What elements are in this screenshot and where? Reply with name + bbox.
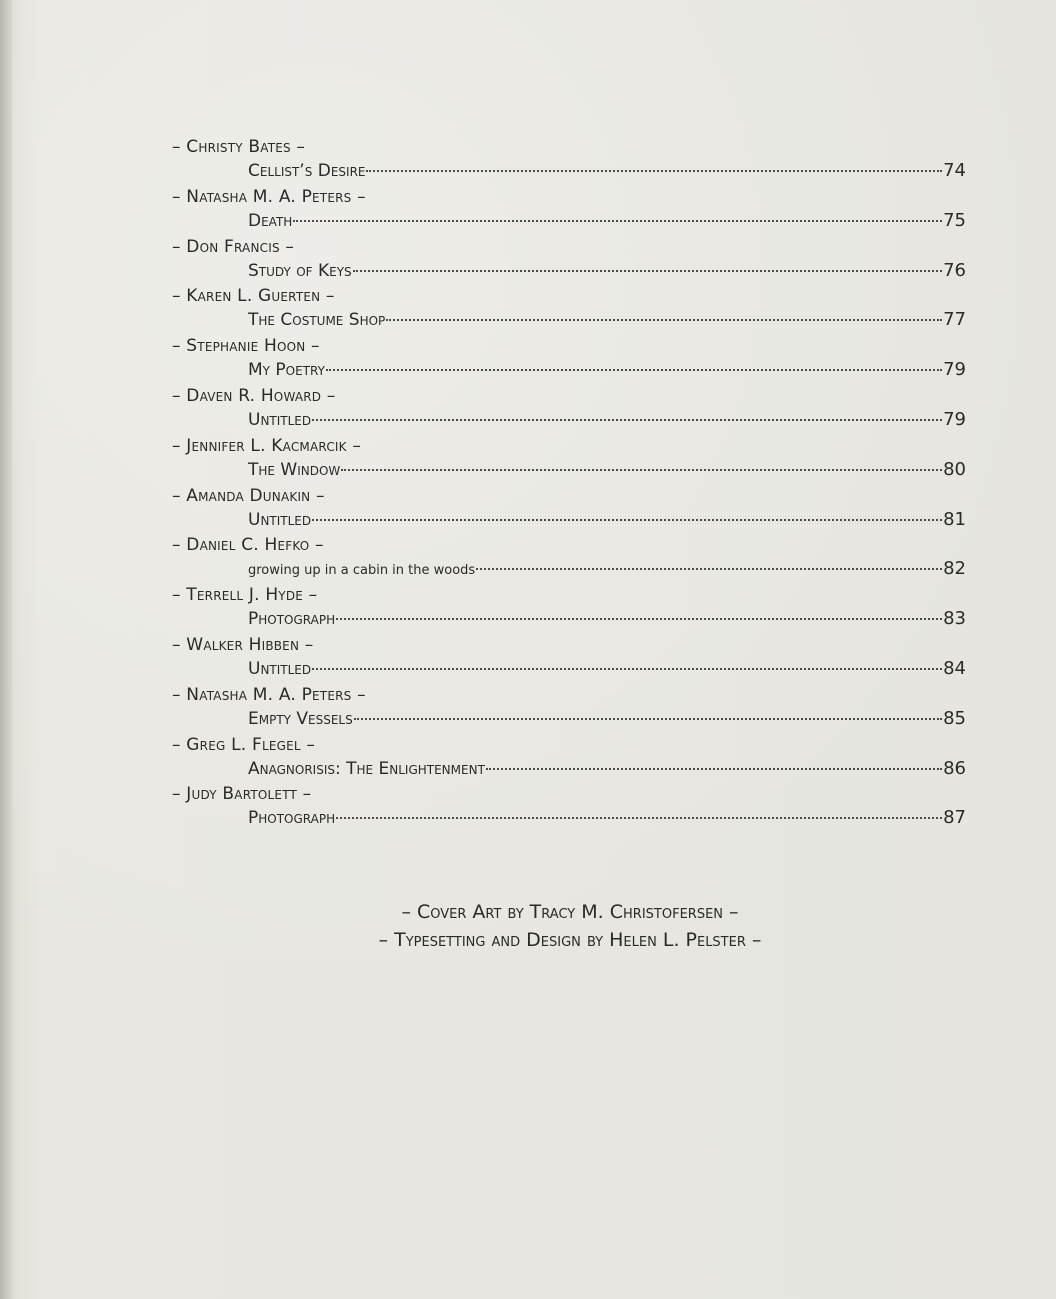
toc-work-line — [248, 558, 966, 579]
toc-entry — [172, 583, 966, 633]
toc-entry — [172, 185, 966, 235]
toc-entry — [172, 484, 966, 534]
dot-leader — [486, 768, 942, 770]
dot-leader — [312, 668, 942, 670]
toc-title: The Costume Shop — [248, 310, 386, 331]
toc-page-number: 75 — [943, 209, 966, 231]
toc-work-line — [248, 509, 966, 530]
toc-entry — [172, 533, 966, 583]
cover-art-credit: – Cover Art by Tracy M. Christofersen – — [401, 901, 739, 923]
toc-page-number: 74 — [943, 160, 966, 181]
toc-entry — [172, 135, 966, 185]
toc-page-number: 85 — [943, 707, 966, 729]
toc-title: Untitled — [248, 409, 312, 430]
toc-entry — [172, 334, 966, 384]
toc-page-number: 80 — [943, 458, 966, 480]
dot-leader — [312, 419, 942, 421]
credits — [0, 898, 1056, 954]
toc-title: Cellist’s Desire — [248, 161, 366, 181]
dot-leader — [293, 220, 942, 222]
dot-leader — [353, 270, 942, 272]
toc-author: – Terrell J. Hyde – — [172, 585, 318, 606]
toc-work-line — [248, 608, 966, 629]
toc-entry — [172, 633, 966, 683]
dot-leader — [336, 618, 942, 620]
toc-author: – Jennifer L. Kacmarcik – — [172, 435, 362, 456]
toc-title: Untitled — [248, 509, 312, 530]
toc-author: – Stephanie Hoon – — [172, 336, 320, 357]
toc-work-line — [248, 309, 966, 330]
toc-page-number: 76 — [943, 259, 966, 281]
toc-title: Empty Vessels — [248, 708, 353, 729]
typesetting-credit: – Typesetting and Design by Helen L. Pelster – — [378, 929, 762, 951]
toc-entry — [172, 733, 966, 783]
toc-page-number: 83 — [943, 608, 966, 630]
dot-leader — [354, 718, 942, 720]
toc-work-line — [248, 758, 966, 779]
toc-work-line — [248, 260, 966, 281]
toc-author: – Karen L. Guerten – — [172, 286, 335, 307]
toc-work-line — [248, 160, 966, 181]
toc-work-line — [248, 807, 966, 828]
toc-work-line — [248, 459, 966, 480]
toc-author: – Amanda Dunakin – — [172, 485, 325, 506]
dot-leader — [326, 369, 942, 371]
toc-author: – Natasha M. A. Peters – — [172, 684, 366, 705]
toc-author: – Daniel C. Hefko – — [172, 535, 324, 556]
toc-page-number: 84 — [943, 657, 966, 679]
toc-title: Photograph — [248, 609, 336, 630]
toc-entry — [172, 284, 966, 334]
toc-author: – Christy Bates – — [172, 137, 306, 157]
toc-work-line — [248, 708, 966, 729]
toc-title: My Poetry — [248, 360, 325, 381]
toc-page-number: 86 — [943, 757, 966, 779]
toc-page-number: 87 — [943, 807, 966, 829]
toc-page-number: 82 — [943, 558, 966, 580]
toc-author: – Greg L. Flegel – — [172, 734, 316, 755]
toc-work-line — [248, 359, 966, 380]
toc-author: – Natasha M. A. Peters – — [172, 186, 366, 207]
dot-leader — [312, 519, 942, 521]
toc-entry — [172, 782, 966, 832]
toc-author: – Daven R. Howard – — [172, 385, 336, 406]
toc-page-number: 79 — [943, 408, 966, 430]
toc-title: Photograph — [248, 808, 336, 829]
toc-work-line — [248, 409, 966, 430]
toc-author: – Don Francis – — [172, 236, 295, 257]
table-of-contents — [172, 135, 966, 832]
binding-edge — [0, 0, 12, 1299]
toc-author: – Walker Hibben – — [172, 634, 314, 655]
toc-title: The Window — [248, 459, 341, 480]
toc-author: – Judy Bartolett – — [172, 784, 312, 805]
dot-leader — [386, 319, 942, 321]
dot-leader — [366, 170, 942, 172]
dot-leader — [336, 817, 942, 819]
dot-leader — [341, 469, 942, 471]
toc-entry — [172, 434, 966, 484]
toc-work-line — [248, 210, 966, 231]
toc-title: growing up in a cabin in the woods — [248, 563, 476, 579]
toc-entry — [172, 683, 966, 733]
toc-page-number: 77 — [943, 309, 966, 331]
toc-title: Study of Keys — [248, 260, 352, 281]
toc-title: Death — [248, 210, 293, 231]
toc-page-number: 79 — [943, 359, 966, 381]
toc-title: Untitled — [248, 658, 312, 679]
toc-entry — [172, 235, 966, 285]
toc-work-line — [248, 658, 966, 679]
toc-title: Anagnorisis: The Enlightenment — [248, 758, 485, 779]
toc-entry — [172, 384, 966, 434]
dot-leader — [476, 568, 942, 570]
toc-page-number: 81 — [943, 508, 966, 530]
